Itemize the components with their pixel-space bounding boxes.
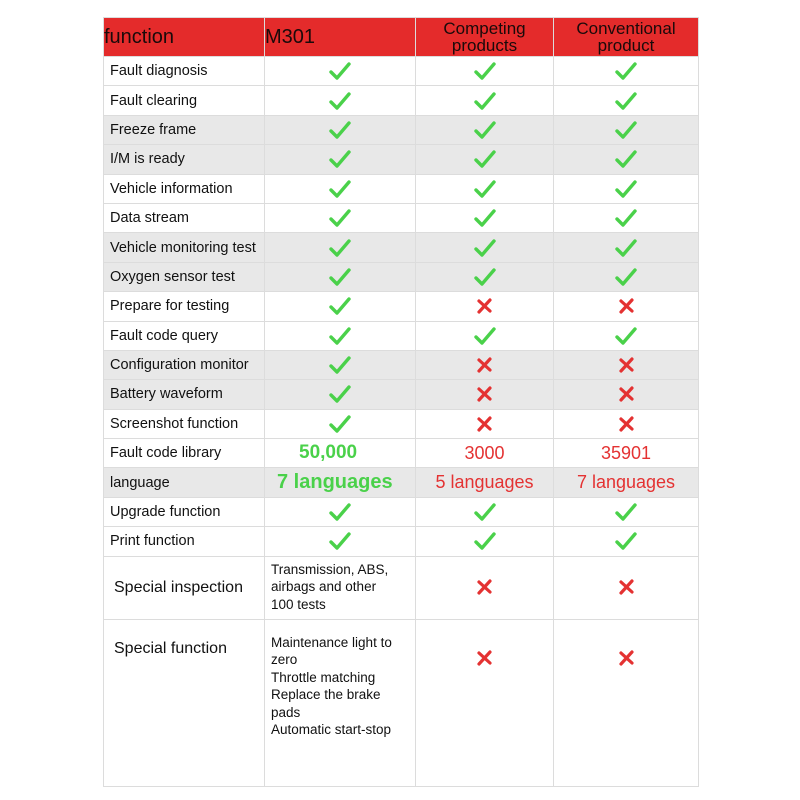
check-icon — [265, 409, 416, 438]
check-icon — [554, 203, 699, 232]
check-icon — [416, 497, 554, 526]
function-label: Prepare for testing — [104, 292, 265, 321]
function-label: Fault clearing — [104, 86, 265, 115]
cross-icon — [416, 350, 554, 379]
function-label: Print function — [104, 527, 265, 556]
check-icon — [265, 527, 416, 556]
check-icon — [416, 321, 554, 350]
check-icon — [416, 203, 554, 232]
check-icon — [554, 86, 699, 115]
m301-value: 50,000 — [265, 439, 416, 468]
check-icon — [265, 262, 416, 291]
check-icon — [265, 57, 416, 86]
table-row — [104, 527, 699, 556]
function-label: Configuration monitor — [104, 350, 265, 379]
table-row — [104, 292, 699, 321]
cross-icon — [416, 409, 554, 438]
competing-value: 5 languages — [416, 468, 554, 497]
conventional-value: 7 languages — [554, 468, 699, 497]
table-row — [104, 497, 699, 526]
table-row — [104, 174, 699, 203]
header-competing: Competing products — [416, 18, 554, 57]
function-label: Fault code library — [104, 439, 265, 468]
check-icon — [265, 203, 416, 232]
table-row — [104, 115, 699, 144]
check-icon — [554, 497, 699, 526]
check-icon — [416, 262, 554, 291]
conventional-value: 35901 — [554, 439, 699, 468]
cross-icon — [554, 350, 699, 379]
check-icon — [265, 292, 416, 321]
function-label: Upgrade function — [104, 497, 265, 526]
cross-icon — [554, 380, 699, 409]
check-icon — [416, 57, 554, 86]
table-row — [104, 203, 699, 232]
check-icon — [416, 174, 554, 203]
cross-icon — [416, 292, 554, 321]
check-icon — [265, 174, 416, 203]
table-row — [104, 350, 699, 379]
check-icon — [265, 497, 416, 526]
check-icon — [554, 527, 699, 556]
table-row — [104, 145, 699, 174]
table-row-special-function — [104, 619, 699, 786]
check-icon — [416, 527, 554, 556]
function-label: Freeze frame — [104, 115, 265, 144]
cross-icon — [554, 556, 699, 619]
table-row — [104, 409, 699, 438]
function-label: Special function — [104, 619, 265, 786]
function-label: Battery waveform — [104, 380, 265, 409]
cross-icon — [554, 292, 699, 321]
check-icon — [554, 57, 699, 86]
table-row-special-inspection — [104, 556, 699, 619]
check-icon — [265, 321, 416, 350]
check-icon — [554, 233, 699, 262]
competing-value: 3000 — [416, 439, 554, 468]
function-label: Vehicle information — [104, 174, 265, 203]
cross-icon — [554, 409, 699, 438]
header-function: function — [104, 18, 265, 57]
cross-icon — [554, 619, 699, 786]
check-icon — [554, 174, 699, 203]
check-icon — [265, 350, 416, 379]
table-row — [104, 86, 699, 115]
header-row — [104, 18, 699, 57]
function-label: language — [104, 468, 265, 497]
function-label: Fault diagnosis — [104, 57, 265, 86]
table-row — [104, 57, 699, 86]
check-icon — [554, 321, 699, 350]
check-icon — [265, 86, 416, 115]
table-row — [104, 233, 699, 262]
function-label: Screenshot function — [104, 409, 265, 438]
check-icon — [265, 115, 416, 144]
check-icon — [416, 115, 554, 144]
function-label: I/M is ready — [104, 145, 265, 174]
cross-icon — [416, 380, 554, 409]
function-label: Oxygen sensor test — [104, 262, 265, 291]
cross-icon — [416, 556, 554, 619]
comparison-table — [103, 17, 699, 787]
check-icon — [416, 86, 554, 115]
table-row-fault-code-library — [104, 439, 699, 468]
cross-icon — [416, 619, 554, 786]
table-row — [104, 262, 699, 291]
table-row — [104, 321, 699, 350]
header-m301: M301 — [265, 18, 416, 57]
function-label: Special inspection — [104, 556, 265, 619]
check-icon — [416, 145, 554, 174]
check-icon — [265, 145, 416, 174]
check-icon — [554, 262, 699, 291]
check-icon — [554, 145, 699, 174]
function-label: Data stream — [104, 203, 265, 232]
function-label: Vehicle monitoring test — [104, 233, 265, 262]
m301-description: Transmission, ABS, airbags and other 100 tests — [265, 556, 416, 619]
m301-description: Maintenance light to zero Throttle matching Replace the brake pads Automatic start-stop — [265, 619, 416, 786]
table-row-language — [104, 468, 699, 497]
check-icon — [554, 115, 699, 144]
function-label: Fault code query — [104, 321, 265, 350]
header-conventional: Conventional product — [554, 18, 699, 57]
m301-value: 7 languages — [265, 468, 416, 497]
check-icon — [265, 380, 416, 409]
check-icon — [416, 233, 554, 262]
check-icon — [265, 233, 416, 262]
table-row — [104, 380, 699, 409]
